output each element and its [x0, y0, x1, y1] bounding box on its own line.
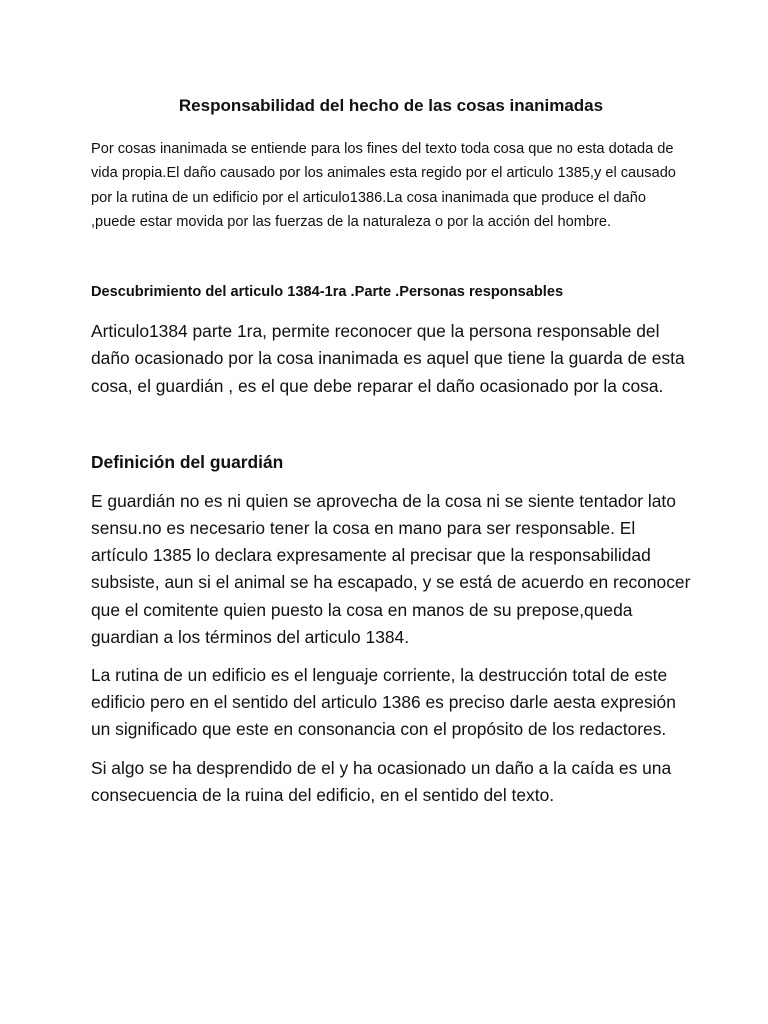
section-heading-guardian: Definición del guardián [91, 451, 284, 472]
section-paragraph-articulo-1384: Articulo1384 parte 1ra, permite reconocer que la persona responsable del daño ocasionado por la cosa inanimada es aquel que tiene la guarda de esta cosa, el guardián , es el que debe reparar el daño ocasionado por la cosa. [91, 321, 685, 396]
guardian-paragraph-1: E guardián no es ni quien se aprovecha de la cosa ni se siente tentador lato sensu.no es necesario tener la cosa en mano para ser responsable. El artículo 1385 lo declara expresamente al precisar que la responsabilidad subsiste, aun si el animal se ha escapado, y se está de acuerdo en reconocer que el comitente quien puesto la cosa en manos de su prepose,queda guardian a los términos del articulo 1384. [91, 490, 691, 647]
document-title: Responsabilidad del hecho de las cosas inanimadas [178, 96, 604, 115]
document-content [91, 94, 691, 809]
guardian-paragraph-2: La rutina de un edificio es el lenguaje corriente, la destrucción total de este edificio pero en el sentido del articulo 1386 es preciso darle aesta expresión un significado que este en consonancia con el propósito de los redactores. [91, 665, 676, 740]
section-heading-articulo-1384: Descubrimiento del articulo 1384-1ra .Parte .Personas responsables [91, 284, 564, 301]
guardian-paragraph-3: Si algo se ha desprendido de el y ha ocasionado un daño a la caída es una consecuencia de la ruina del edificio, en el sentido del texto. [91, 757, 672, 805]
intro-paragraph: Por cosas inanimada se entiende para los fines del texto toda cosa que no esta dotada de vida propia.El daño causado por los animales esta regido por el articulo 1385,y el causado por la rutina de un edificio por el articulo1386.La cosa inanimada que produce el daño ,puede estar movida por las fuerzas de la naturaleza o por la acción del hombre. [91, 141, 676, 230]
